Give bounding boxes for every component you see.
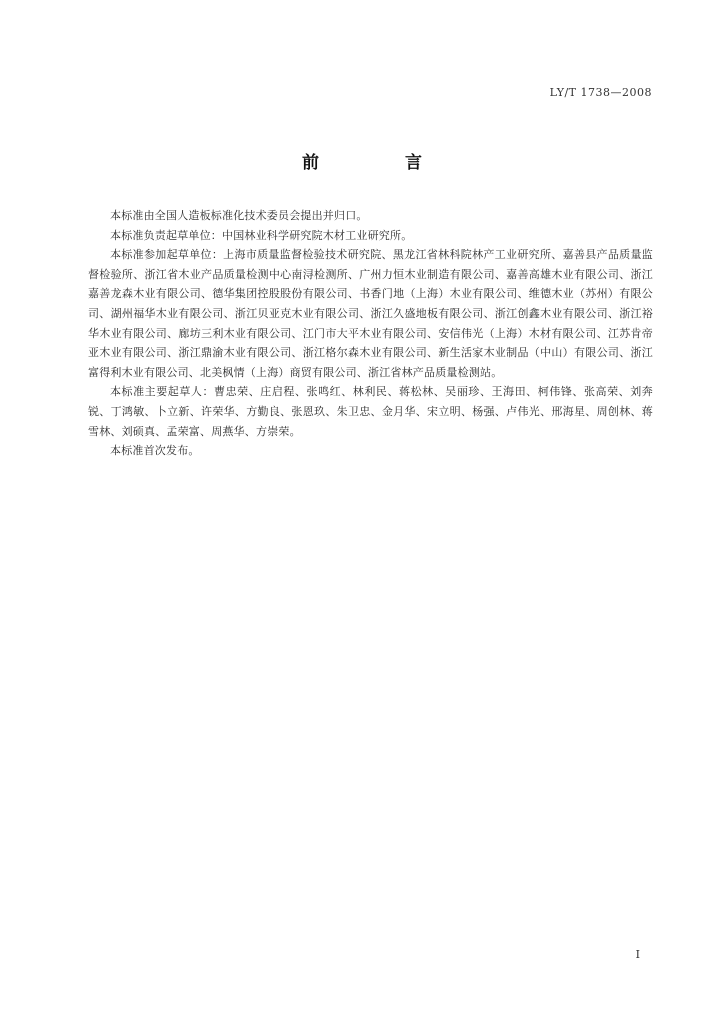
paragraph-proposer: 本标准由全国人造板标准化技术委员会提出并归口。 [110,209,368,222]
paragraph-first-release: 本标准首次发布。 [110,444,200,458]
paragraph-drafting-unit: 本标准负责起草单位：中国林业科学研究院木材工业研究所。 [110,228,413,242]
standard-code: LY/T 1738—2008 [549,86,652,99]
page-title: 前 言 [302,153,462,173]
page-number: I [635,948,640,961]
paragraph-main-drafters: 本标准主要起草人：曹忠荣、庄启程、张鸣红、林利民、蒋松林、吴丽珍、王海田、柯伟锋、张高荣、刘奔锐、丁鸿敏、卜立新、许荣华、方勤良、张恩玖、朱卫忠、金月华、宋立明、杨强、卢伟光、邢海星、周创林、蒋雪林、刘硕真、孟荣富、周燕华、方崇荣。 [88,385,653,438]
paragraph-participating-units: 本标准参加起草单位：上海市质量监督检验技术研究院、黑龙江省林科院林产工业研究所、嘉善县产品质量监督检验所、浙江省木业产品质量检测中心南浔检测所、广州力恒木业制造有限公司、嘉善高雄木业有限公司、浙江嘉善龙森木业有限公司、德华集团控股股份有限公司、书香门地（上海）木业有限公司、维德木业（苏州）有限公司、湖州福华木业有限公司、浙江贝亚克木业有限公司、浙江久盛地板有限公司、浙江创鑫木业有限公司、浙江裕华木业有限公司、廊坊三利木业有限公司、江门市大平木业有限公司、安信伟光（上海）木材有限公司、江苏肯帝亚木业有限公司、浙江鼎渝木业有限公司、浙江格尔森木业有限公司、新生活家木业制品（中山）有限公司、浙江富得利木业有限公司、北美枫情（上海）商贸有限公司、浙江省林产品质量检测站。 [88,248,653,379]
foreword-body [88,206,653,461]
